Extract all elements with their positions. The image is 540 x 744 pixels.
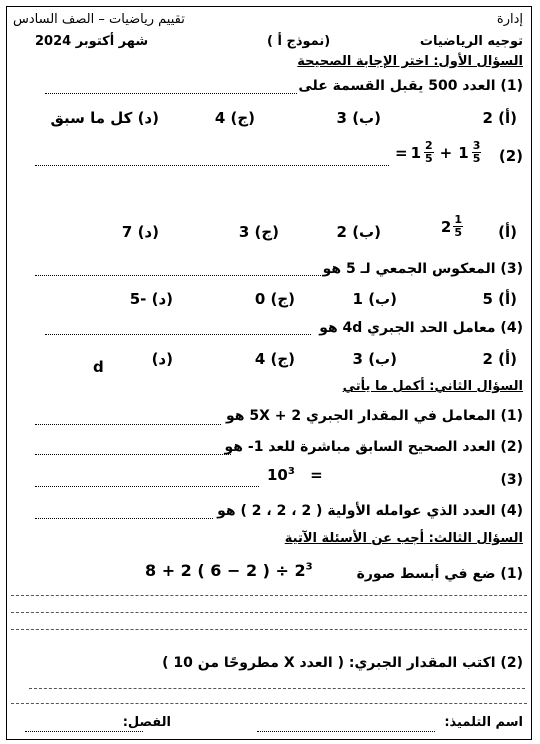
s3-q1-expression: 8 + 2 ( 6 − 2 ) ÷ $2^3$ — [145, 561, 313, 580]
s1-q2-whole2: 1 — [410, 143, 422, 162]
s1-q1-option-c: (ج) 4 — [214, 109, 255, 127]
s2-item-4: (4) العدد الذي عوامله الأولية ( 2 ، 2 ، 2 ) هو — [217, 503, 523, 519]
s1-q2-label: (2) — [498, 147, 523, 165]
subject-guidance: توجيه الرياضيات — [419, 34, 523, 49]
s1-q2-option-a-value: 2 $\frac{1}{5}$ — [440, 213, 462, 239]
model-label: (نموذج أ ) — [267, 34, 331, 49]
s1-q2-option-d: (د) 7 — [121, 223, 159, 241]
s2-item-3-label: (3) — [500, 472, 523, 488]
s2-item-1-line — [35, 424, 221, 425]
section2-title: السؤال الثاني: أكمل ما يأتي — [342, 379, 523, 394]
s1-q2-answer-line — [35, 165, 389, 166]
directorate-label: إدارة — [496, 12, 523, 27]
s3-answer-line-3 — [11, 629, 527, 630]
s1-q3-answer-line — [35, 275, 325, 276]
section1-title: السؤال الأول: اختر الإجابة الصحيحة — [297, 54, 523, 69]
s3-q1-text: (1) ضع في أبسط صورة — [356, 566, 523, 582]
exam-title: تقييم رياضيات – الصف السادس — [13, 12, 185, 27]
s1-q1-answer-line — [45, 93, 297, 94]
s1-q2-plus: + — [439, 143, 453, 162]
s1-q4-option-b: (ب) 3 — [352, 350, 397, 368]
s2-item-2-line — [35, 454, 231, 455]
s1-q4-option-c: (ج) 4 — [254, 350, 295, 368]
s2-item-1: (1) المعامل في المقدار الجبري 2 + 5X هو — [225, 408, 523, 424]
s1-q3-option-b: (ب) 1 — [352, 290, 397, 308]
s1-q2-fraction1: $\frac{3}{5}$ — [472, 139, 481, 165]
s1-q4-option-a: (أ) 2 — [482, 350, 517, 368]
s1-q4-option-d: (د) — [151, 350, 173, 368]
s1-q2-fraction2: $\frac{2}{5}$ — [425, 139, 433, 165]
s1-q2-equals: = — [395, 143, 408, 162]
s1-q4-option-d-value: d — [93, 358, 104, 376]
s1-q3-text: (3) المعكوس الجمعي لـ 5 هو — [322, 261, 523, 277]
class-label: الفصل: — [122, 715, 171, 730]
s3-answer-line-1 — [11, 595, 527, 596]
student-name-line — [257, 731, 435, 732]
s3-answer-line-2 — [11, 612, 527, 613]
s1-q2-whole1: 1 — [458, 143, 469, 162]
s2-item-3-line — [35, 486, 259, 487]
class-line — [25, 731, 143, 732]
s1-q2-option-b: (ب) 2 — [336, 223, 381, 241]
s1-q1-option-d: (د) كل ما سبق — [50, 109, 159, 127]
s3-q2-answer-line-2 — [11, 703, 527, 704]
s1-q3-option-d: (د) -5 — [129, 290, 173, 308]
s1-q2-option-c: (ج) 3 — [238, 223, 279, 241]
month-label: شهر أكتوبر 2024 — [35, 34, 149, 49]
section3-title: السؤال الثالث: أجب عن الأسئلة الآتية — [284, 531, 523, 546]
s1-q1-option-a: (أ) 2 — [482, 109, 517, 127]
s1-q1-option-b: (ب) 3 — [336, 109, 381, 127]
s1-q1-text: (1) العدد 500 يقبل القسمة على — [298, 78, 523, 94]
s2-item-4-line — [35, 518, 213, 519]
s1-q2-expression — [395, 140, 481, 165]
s1-q4-text: (4) معامل الحد الجبري 4d هو — [319, 320, 523, 336]
s2-item-2: (2) العدد الصحيح السابق مباشرة للعد 1- هو — [224, 439, 523, 455]
s1-q3-option-a: (أ) 5 — [482, 290, 517, 308]
s3-q2-answer-line-1 — [29, 688, 525, 689]
s2-item-3-expression: $10^3$ = — [267, 466, 323, 484]
s1-q3-option-c: (ج) 0 — [254, 290, 295, 308]
s1-q2-option-a-label: (أ) — [498, 223, 517, 241]
student-name-label: اسم التلميذ: — [444, 715, 523, 730]
s1-q4-answer-line — [45, 334, 311, 335]
exam-sheet — [6, 6, 532, 740]
s3-q2-text: (2) اكتب المقدار الجبري: ( العدد X مطروحًا من 10 ) — [162, 655, 523, 671]
